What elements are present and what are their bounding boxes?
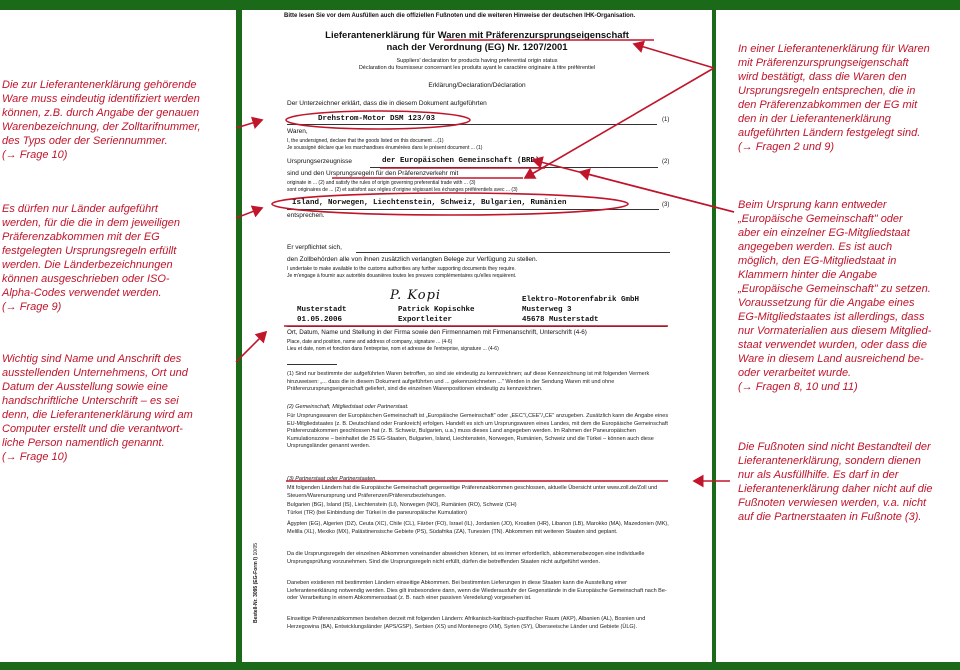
doc-title-regulation: nach der Verordnung (EG) Nr. 1207/2001	[386, 42, 568, 53]
footnote-unilateral-list: Einseitige Präferenzabkommen bestehen derzeit mit folgenden Ländern: Afrikanisch-karibisch-pazifischer Raum (AKP), Albanien (AL), Bosnien und Herzegowina (BA), Entwicklungsländer (APS/GSP), Serbien (XS) und Montenegro (XM), Syrien (SY), Überseeische Länder und Gebiete (ÜLG).	[287, 616, 646, 630]
doc-oblige-en: I undertake to make available to the customs authorities any further supporting documents they require.	[287, 266, 516, 272]
footnote-ref-1: (1)	[662, 117, 670, 123]
doc-rules-fr: sont originaires de ... (2) et satisfont aux règles d'origine régissant les échanges préférentiels avec ... (3)	[287, 187, 518, 193]
company-city: 45678 Musterstadt	[522, 316, 599, 324]
person-role: Exportleiter	[398, 316, 453, 324]
goods-highlight	[286, 111, 470, 129]
arrow-rules	[525, 68, 714, 178]
doc-section-heading: Erklärung/Declaration/Déclaration	[428, 82, 526, 89]
countries-field: Island, Norwegen, Liechtenstein, Schweiz, Bulgarien, Rumänien	[292, 199, 567, 207]
order-date: 10/05	[253, 542, 259, 556]
note-footnotes: Die Fußnoten sind nicht Bestandteil der Lieferantenerklärung, sondern dienen nur als Ausfüllhilfe. Es darf in der Lieferantenerklärung daher nicht auf die Fußnoten verwiesen werden, v.a. nicht auf die Partnerstaaten in Fußnote (3).	[738, 441, 933, 523]
doc-rules-en: originate in ... (2) and satisfy the rules of origin governing preferential trade with ... (3)	[287, 180, 476, 186]
partner-countries-europe: Bulgarien (BG), Island (IS), Liechtenstein (LI), Norwegen (NO), Rumänien (RO), Schweiz (CH)	[287, 502, 517, 508]
doc-waren-en: I, the undersigned, declare that the goods listed on this document ...(1)	[287, 138, 444, 144]
handwritten-signature: P. Kopi	[390, 288, 442, 303]
footnote-3-text: Mit folgenden Ländern hat die Europäische Gemeinschaft gegenseitige Präferenzabkommen geschlossen, aktuelle Übersicht unter www.zoll.de/Zoll und Steuern/Warenursprung und Präferenzen/Präferenzbeziehungen.	[287, 485, 658, 499]
signature-block-label-fr: Lieu et date, nom et fonction dans l'entreprise, nom et adresse de l'entreprise, signature ... (4-6)	[287, 346, 499, 352]
company-name: Elektro-Motorenfabrik GmbH	[522, 296, 640, 304]
arrow-signature	[236, 332, 266, 362]
doc-header: Bitte lesen Sie vor dem Ausfüllen auch die offiziellen Fußnoten und die weiteren Hinweise der deutschen IHK-Organisation.	[284, 13, 636, 19]
origin-field: der Europäischen Gemeinschaft (BRD)	[382, 157, 540, 165]
footnote-1: (1) Sind nur bestimmte der aufgeführten Waren betroffen, so sind sie eindeutig zu kennzeichnen; auf diese Kennzeichnung ist mit folgenden Vermerk hinzuweisen: „... dass die in diesem Dokument aufgeführten und ... gekennzeichneten ..." Werden in der Sendung Waren mit und ohne Präferenzursprungseigenschaft geliefert, sind die einzelnen Warenpositionen eindeutig zu kennzeichnen.	[287, 371, 650, 392]
goods-field: Drehstrom-Motor DSM 123/03	[318, 115, 436, 123]
footnote-2-text: Für Ursprungswaren der Europäischen Gemeinschaft ist „Europäische Gemeinschaft" oder „EEC"/„CEE"/„CE" anzugeben. Zusätzlich kann die Angabe eines EU-Mitgliedstaates (z. B. Deutschland oder Frankreich) erfolgen. Handelt es sich um Ursprungswaren eines Landes, mit dem die Europäische Gemeinschaft Präferenzabkommen geschlossen hat (z. B. Schweiz, Bulgarien, u.a.) muss dieses Land angegeben werden. Im Rahmen der Paneuropäischen Kumulationszone – beinhaltet die 25 EG-Staaten, Bulgarien, Island, Liechtenstein, Norwegen, Rumänien, Schweiz und die Türkei – können auch diese Ursprungsländer genannt werden.	[287, 413, 669, 449]
doc-waren-fr: Je soussigné déclare que les marchandises énumérées dans le présent document ... (1)	[287, 145, 483, 151]
note-signature-requirements: Wichtig sind Name und Anschrift des ausstellenden Unternehmens, Ort und Datum der Ausstellung sowie eine handschriftliche Unterschrift – es sei denn, die Lieferantenerklärung wird am Computer erstellt und die verantwort- liche Person namentlich genannt. (→ Frage 10)	[2, 353, 193, 463]
arrow-origin-2	[533, 160, 734, 212]
arrow-goods	[236, 120, 262, 128]
note-preferential-origin: In einer Lieferantenerklärung für Waren mit Präferenzursprungseigenschaft wird bestätigt, dass die Waren den Ursprungsregeln entsprechen, die in den Präferenzabkommen der EG mit den in der Lieferantenerklärung aufgeführten Ländern festgelegt sind. (→ Fragen 2 und 9)	[738, 43, 930, 153]
doc-subtitle-en: Suppliers' declaration for products having preferential origin status	[396, 58, 558, 64]
doc-waren: Waren,	[287, 128, 308, 135]
note-country-listing: Es dürfen nur Länder aufgeführt werden, für die die in dem jeweiligen Präferenzabkommen mit der EG festgelegten Ursprungsregeln erfüllt werden. Die Länderbezeichnungen können ausgeschrieben oder ISO- Alpha-Codes verwendet werden. (→ Frage 9)	[2, 203, 180, 313]
partner-turkey: Türkei (TR) (bei Einbindung der Türkei in die paneuropäische Kumulation)	[287, 510, 467, 516]
origin-label: Ursprungserzeugnisse	[287, 158, 353, 165]
countries-highlight	[272, 193, 628, 215]
signature-block-label: Ort, Datum, Name und Stellung in der Firma sowie den Firmennamen mit Firmenanschrift, Unterschrift (4-6)	[287, 329, 587, 336]
doc-entsprechen: entsprechen.	[287, 212, 325, 219]
partner-countries-med: Ägypten (EG), Algerien (DZ), Ceuta (XC), Chile (CL), Färöer (FO), Israel (IL), Jordanien (JO), Kroatien (HR), Libanon (LB), Marokko (MA), Mazedonien (MK), Melilla (XL), Mexiko (MX), Palästinensische Gebiete (PS), Südafrika (ZA), Tunesien (TN). Abkommen mit weiteren Staaten sind geplant.	[287, 521, 669, 535]
footnote-3-heading: (3) Partnerstaat oder Partnerstaaten.	[287, 476, 377, 482]
signature-block-label-en: Place, date and position, name and address of company, signature ... (4-6)	[287, 339, 453, 345]
doc-oblige-fr: Je m'engage à fournir aux autorités douanières toutes les preuves complémentaires qu'elles requièrent.	[287, 273, 517, 279]
arrow-title	[634, 44, 714, 68]
note-origin-statement: Beim Ursprung kann entweder „Europäische Gemeinschaft" oder aber ein einzelner EG-Mitgliedstaat angegeben werden. Es ist auch möglich, den EG-Mitgliedstaat in Klammern hinter die Angabe „Europäische Gemeinschaft" zu setzen. Voraussetzung für die Angabe eines EG-Mitgliedstaates ist allerdings, dass nur Vormaterialien aus diesem Mitglied- staat verwendet wurden, oder dass die Ware in diesem Land ausreichend be- oder verarbeitet wurde. (→ Fragen 8, 10 und 11)	[738, 199, 932, 393]
doc-rules: sind und den Ursprungsregeln für den Präferenzverkehr mit	[287, 170, 459, 177]
order-number: Bestell-Nr. 3095 (EG-Form I)	[253, 556, 259, 624]
footnote-2-heading: (2) Gemeinschaft, Mitgliedstaat oder Partnerstaat.	[287, 404, 409, 410]
footnote-ref-2: (2)	[662, 159, 670, 165]
arrow-countries	[236, 208, 262, 218]
footnote-unilateral: Daneben existieren mit bestimmten Ländern einseitige Abkommen. Bei bestimmten Lieferungen in diese Staaten kann die Ausstellung einer Lieferantenerklärung notwendig werden. Dies gilt insbesondere dann, wenn die Wiederausfuhr der Gegenstände in die Europäische Gemeinschaft nach Be- oder Verarbeitung in einem Abkommensstaat (z. B. nach einer passiven Veredelung) vorgesehen ist.	[287, 580, 667, 601]
place-field: Musterstadt	[297, 306, 347, 314]
footnote-origin-rules: Da die Ursprungsregeln der einzelnen Abkommen voneinander abweichen können, ist es immer erforderlich, abkommensbezogen eine individuelle Ursprungsprüfung vorzunehmen. Sind die Ursprungsregeln nicht erfüllt, dürfen die betreffenden Staaten nicht aufgeführt werden.	[287, 551, 645, 565]
note-goods-identification: Die zur Lieferantenerklärung gehörende Ware muss eindeutig identifiziert werden können, z.B. durch Angabe der genauen Warenbezeichnung, der Zolltarifnummer, des Typs oder der Seriennummer. (→ Frage 10)	[2, 79, 201, 161]
doc-intro: Der Unterzeichner erklärt, dass die in diesem Dokument aufgeführten	[287, 100, 487, 107]
doc-oblige-2: den Zollbehörden alle von ihnen zusätzlich verlangten Belege zur Verfügung zu stellen.	[287, 256, 538, 263]
footnote-ref-3: (3)	[662, 202, 670, 208]
doc-title: Lieferantenerklärung für Waren mit Präferenzursprungseigenschaft	[325, 30, 629, 41]
doc-subtitle-fr: Déclaration du fournisseur concernant les produits ayant le caractère originaire à titre préférentiel	[358, 65, 596, 71]
date-field: 01.05.2006	[297, 316, 343, 324]
doc-oblige: Er verpflichtet sich,	[287, 244, 342, 251]
company-street: Musterweg 3	[522, 306, 572, 314]
person-name: Patrick Kopischke	[398, 306, 475, 314]
